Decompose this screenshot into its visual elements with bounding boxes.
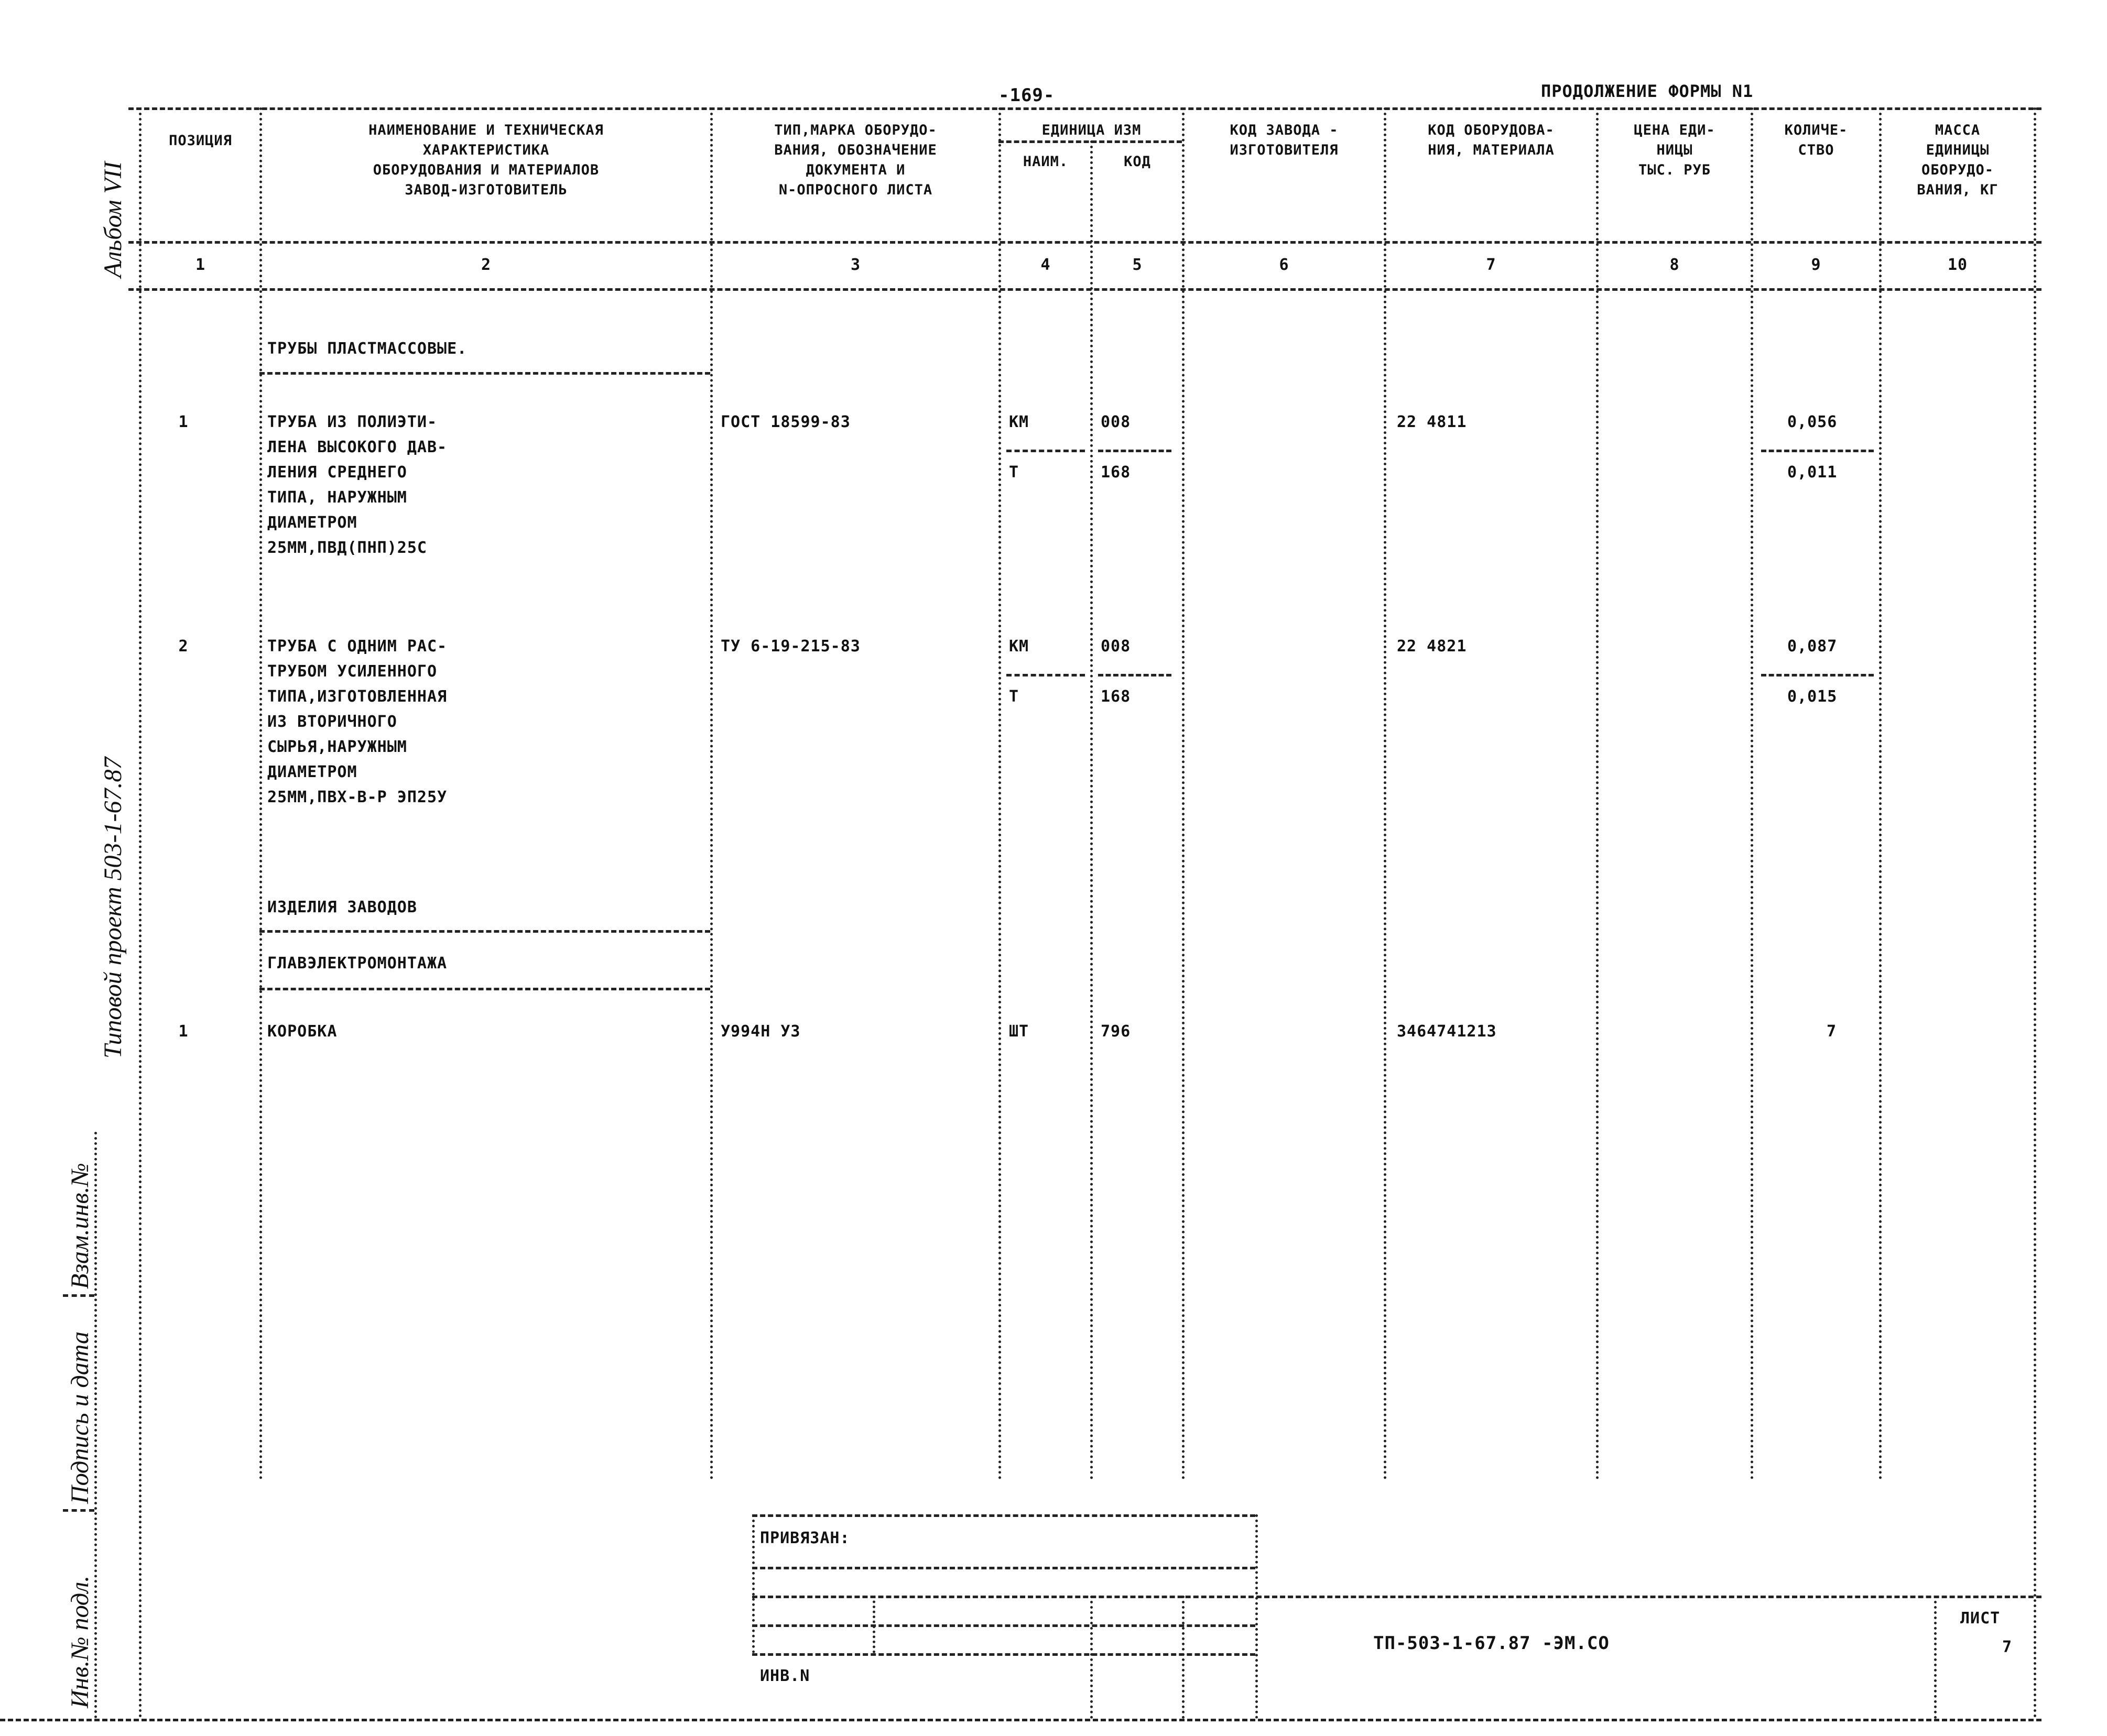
item-equip-code: 3464741213	[1397, 1022, 1497, 1041]
col-sep-7	[1596, 107, 1599, 1480]
item-unit: КМ	[1009, 413, 1029, 431]
col-header-3: ТИП,МАРКА ОБОРУДО- ВАНИЯ, ОБОЗНАЧЕНИЕ ДОКУМЕНТА И N-ОПРОСНОГО ЛИСТА	[774, 122, 937, 198]
item-description: ТРУБА ИЗ ПОЛИЭТИ- ЛЕНА ВЫСОКОГО ДАВ- ЛЕНИЯ СРЕДНЕГО ТИПА, НАРУЖНЫМ ДИАМЕТРОМ 25ММ,ПВД(ПНП)25С	[267, 413, 448, 557]
section-title: ГЛАВЭЛЕКТРОМОНТАЖА	[267, 954, 448, 973]
col-header-4-group: ЕДИНИЦА ИЗМ	[1041, 122, 1142, 138]
rule-top	[128, 107, 2041, 110]
stamp-sep-3	[1090, 1596, 1093, 1719]
col-sep-4	[1090, 140, 1093, 1480]
col-header-1: ПОЗИЦИЯ	[169, 133, 232, 149]
rule-stamp-3	[752, 1596, 2041, 1598]
quantity-divider	[1006, 450, 1085, 452]
col-header-2: НАИМЕНОВАНИЕ И ТЕХНИЧЕСКАЯ ХАРАКТЕРИСТИКА ОБОРУДОВАНИЯ И МАТЕРИАЛОВ ЗАВОД-ИЗГОТОВИТЕЛЬ	[368, 122, 604, 198]
col-number-2: 2	[481, 256, 492, 274]
document-number: ТП-503-1-67.87 -ЭМ.СО	[1373, 1633, 1610, 1654]
page-number: -169-	[998, 85, 1055, 106]
side-original-inventory-label: Инв.№ подл.	[66, 1575, 94, 1708]
item-type: ГОСТ 18599-83	[721, 413, 851, 431]
col-header-10: МАССА ЕДИНИЦЫ ОБОРУДО- ВАНИЯ, КГ	[1917, 122, 1999, 198]
col-number-10: 10	[1947, 256, 1968, 274]
item-unit-code: 008	[1101, 413, 1131, 431]
rule-section2	[259, 930, 710, 933]
sheet-number: 7	[2002, 1638, 2013, 1656]
rule-stamp-2	[752, 1567, 1255, 1569]
quantity-divider	[1098, 674, 1171, 676]
item-unit: ШТ	[1009, 1022, 1029, 1041]
item-quantity: 0,087	[1787, 637, 1838, 656]
quantity-divider	[1761, 450, 1874, 452]
sheet-label: ЛИСТ	[1960, 1609, 2001, 1628]
rule-bottom	[0, 1719, 2041, 1721]
col-number-7: 7	[1486, 256, 1496, 274]
col-sep-1	[259, 107, 262, 1480]
item-equip-code: 22 4811	[1397, 413, 1467, 431]
item-unit: КМ	[1009, 637, 1029, 656]
margin-divider	[63, 1294, 94, 1297]
margin-line	[94, 1132, 97, 1719]
stamp-sep-4	[1182, 1596, 1185, 1719]
side-replace-inventory-label: Взам.инв.№	[66, 1163, 94, 1289]
quantity-divider	[1098, 450, 1171, 452]
col-sep-2	[710, 107, 713, 1480]
item-equip-code: 22 4821	[1397, 637, 1467, 656]
section-title: ИЗДЕЛИЯ ЗАВОДОВ	[267, 898, 417, 916]
stamp-sep-sheet	[1934, 1596, 1937, 1719]
col-number-5: 5	[1132, 256, 1143, 274]
section-title: ТРУБЫ ПЛАСТМАССОВЫЕ.	[267, 340, 468, 358]
margin-divider	[63, 1509, 94, 1512]
item-unit-code: 008	[1101, 637, 1131, 656]
rule-numbers-bottom	[128, 288, 2041, 291]
continuation-title: ПРОДОЛЖЕНИЕ ФОРМЫ N1	[1541, 81, 1754, 101]
item-position: 1	[178, 413, 189, 431]
rule-section1	[259, 372, 710, 375]
stamp-sep-5	[1255, 1514, 1258, 1719]
col-header-7: КОД ОБОРУДОВА- НИЯ, МАТЕРИАЛА	[1428, 122, 1555, 158]
rule-stamp-top	[752, 1514, 1255, 1517]
item-unit-code-alt: 168	[1101, 687, 1131, 706]
col-sep-9	[1879, 107, 1882, 1480]
rule-stamp-5	[752, 1653, 1255, 1656]
col-sep-5	[1182, 107, 1185, 1480]
col-sep-left	[139, 107, 142, 1719]
col-header-8: ЦЕНА ЕДИ- НИЦЫ ТЫС. РУБ	[1634, 122, 1715, 178]
item-unit-code-alt: 168	[1101, 463, 1131, 482]
stamp-sep-2	[873, 1596, 875, 1653]
item-description: КОРОБКА	[267, 1022, 338, 1041]
item-position: 1	[178, 1022, 189, 1041]
item-quantity: 7	[1827, 1022, 1837, 1041]
item-description: ТРУБА С ОДНИМ РАС- ТРУБОМ УСИЛЕННОГО ТИПА,ИЗГОТОВЛЕННАЯ ИЗ ВТОРИЧНОГО СЫРЬЯ,НАРУЖНЫМ ДИАМЕТРОМ 25ММ,ПВХ-В-Р ЭП25У	[267, 637, 448, 806]
item-quantity: 0,056	[1787, 413, 1838, 431]
col-number-1: 1	[195, 256, 206, 274]
rule-header-bottom	[128, 241, 2041, 244]
col-header-6: КОД ЗАВОДА - ИЗГОТОВИТЕЛЯ	[1230, 122, 1339, 158]
col-number-9: 9	[1811, 256, 1821, 274]
rule-stamp-4	[752, 1624, 1255, 1627]
stamp-inventory-label: ИНВ.N	[760, 1667, 810, 1685]
item-unit-alt: Т	[1009, 687, 1019, 706]
col-header-5: КОД	[1124, 154, 1151, 170]
stamp-sep-1	[752, 1514, 755, 1653]
item-quantity-alt: 0,011	[1787, 463, 1838, 482]
item-type: У994Н У3	[721, 1022, 801, 1041]
col-sep-3	[998, 107, 1001, 1480]
rule-section3	[259, 988, 710, 990]
item-quantity-alt: 0,015	[1787, 687, 1838, 706]
col-header-4: НАИМ.	[1023, 154, 1069, 170]
side-album-label: Альбом VII	[99, 161, 127, 278]
item-type: ТУ 6-19-215-83	[721, 637, 861, 656]
col-sep-6	[1384, 107, 1386, 1480]
side-project-label: Типовой проект 503-1-67.87	[99, 757, 127, 1058]
col-header-9: КОЛИЧЕ- СТВО	[1784, 122, 1848, 158]
col-number-6: 6	[1279, 256, 1289, 274]
col-number-3: 3	[850, 256, 861, 274]
quantity-divider	[1761, 674, 1874, 676]
side-signature-date-label: Подпись и дата	[66, 1331, 94, 1504]
col-number-4: 4	[1040, 256, 1051, 274]
col-number-8: 8	[1669, 256, 1680, 274]
stamp-attached-label: ПРИВЯЗАН:	[760, 1529, 850, 1547]
quantity-divider	[1006, 674, 1085, 676]
item-position: 2	[178, 637, 189, 656]
col-sep-right	[2034, 107, 2036, 1719]
item-unit-code: 796	[1101, 1022, 1131, 1041]
item-unit-alt: Т	[1009, 463, 1019, 482]
col-sep-8	[1751, 107, 1753, 1480]
